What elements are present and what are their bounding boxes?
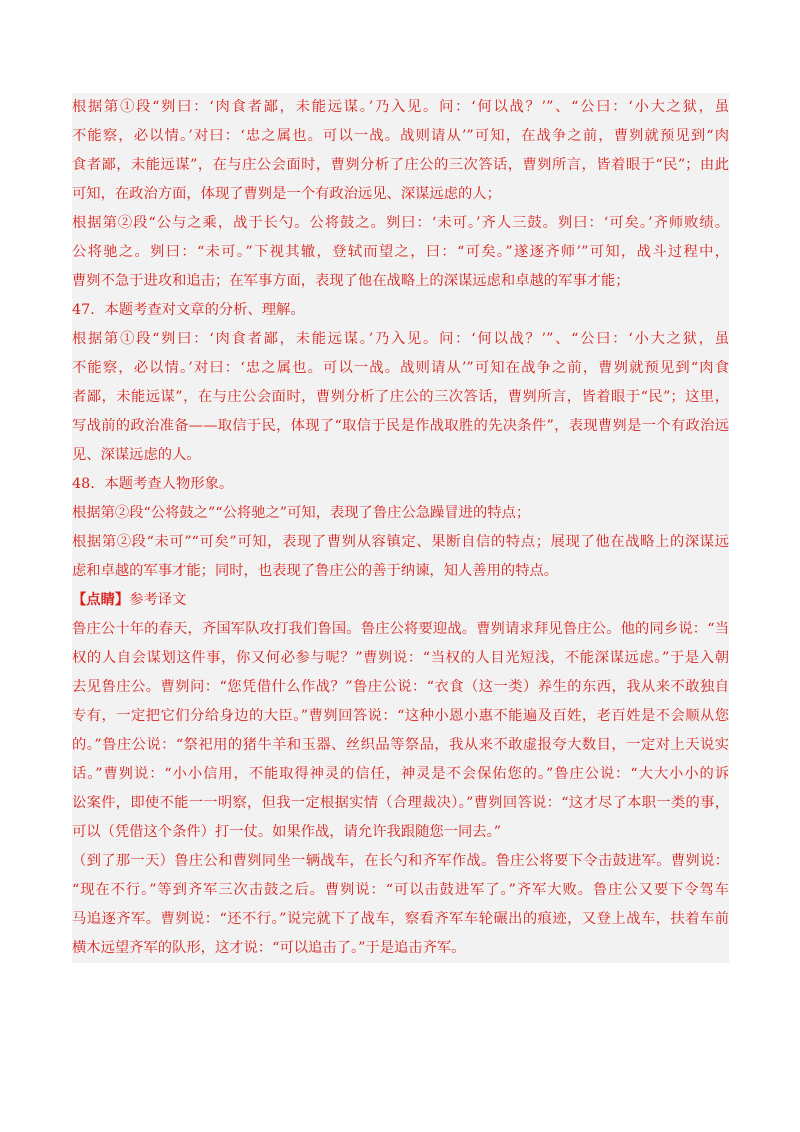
- line-text: 去见鲁庄公。曹刿问：“您凭借什么作战？”鲁庄公说：“衣食（这一类）养生的东西，我从来不敢独自: [72, 679, 729, 695]
- text-line: [72, 412, 729, 441]
- line-text: 根据第②段“公与之乘，战于长勺。公将鼓之。刿曰：‘未可。’齐人三鼓。刿曰：‘可矣。’齐师败绩。: [72, 215, 729, 231]
- text-line: [72, 905, 729, 934]
- line-text: 者鄙，未能远谋”，在与庄公会面时，曹刿分析了庄公的三次答话，曹刿所言，皆着眼于“民”；这里，: [72, 389, 729, 405]
- text-line: [72, 528, 729, 557]
- text-line: [72, 818, 729, 847]
- line-text: 48．本题考查人物形象。: [72, 476, 234, 492]
- line-text: 不能察，必以情。’对曰：‘忠之属也。可以一战。战则请从’”可知，在战争之前，曹刿就预见到“肉: [72, 128, 729, 144]
- text-line: [72, 760, 729, 789]
- text-line: [72, 934, 729, 963]
- line-text: 专有，一定把它们分给身边的大臣。”曹刿回答说：“这种小恩小惠不能遍及百姓，老百姓是不会顺从您: [72, 708, 729, 724]
- line-text: 可以（凭借这个条件）打一仗。如果作战，请允许我跟随您一同去。”: [72, 824, 502, 840]
- text-line: [72, 93, 729, 122]
- line-text: 讼案件，即使不能一一明察，但我一定根据实情（合理裁决）。”曹刿回答说：“这才尽了本职一类的事，: [72, 795, 729, 811]
- line-text: 可知，在政治方面，体现了曹刿是一个有政治远见、深谋远虑的人；: [72, 186, 501, 202]
- text-line: [72, 354, 729, 383]
- line-text: 马追逐齐军。曹刿说：“还不行。”说完就下了战车，察看齐军车轮碾出的痕迹，又登上战车，扶着车前: [72, 911, 729, 927]
- line-text: 曹刿不急于进攻和追击；在军事方面，表现了他在战略上的深谋远虑和卓越的军事才能；: [72, 273, 630, 289]
- line-text: 鲁庄公十年的春天，齐国军队攻打我们鲁国。鲁庄公将要迎战。曹刿请求拜见鲁庄公。他的同乡说：“当: [72, 621, 729, 637]
- line-text: 根据第①段“刿曰：‘肉食者鄙，未能远谋。’乃入见。问：‘何以战？’”、“公曰：‘小大之狱，虽: [72, 331, 729, 347]
- text-line: [72, 615, 729, 644]
- text-line: [72, 470, 729, 499]
- line-text: 横木远望齐军的队形，这才说：“可以追击了。”于是追击齐军。: [72, 940, 466, 956]
- text-line: [72, 847, 729, 876]
- text-line: [72, 731, 729, 760]
- line-text: 不能察，必以情。’对曰：‘忠之属也。可以一战。战则请从’”可知在战争之前，曹刿就预见到“肉食: [72, 360, 729, 376]
- section-tag: 【点睛】: [72, 592, 130, 608]
- text-line: [72, 180, 729, 209]
- line-text: “现在不行。”等到齐军三次击鼓之后。曹刿说：“可以击鼓进军了。”齐军大败。鲁庄公又要下令驾车: [72, 882, 729, 898]
- text-line: [72, 122, 729, 151]
- text-line: [72, 499, 729, 528]
- line-text: 公将驰之。刿曰：“未可。”下视其辙，登轼而望之，曰：“可矣。”遂逐齐师’”可知，战斗过程中，: [72, 244, 729, 260]
- line-text: （到了那一天）鲁庄公和曹刿同坐一辆战车，在长勺和齐军作战。鲁庄公将要下令击鼓进军。曹刿说：: [72, 853, 729, 869]
- line-text: 根据第②段“未可”“可矣”可知，表现了曹刿从容镇定、果断自信的特点；展现了他在战略上的深谋远: [72, 534, 729, 550]
- document-body: [72, 93, 729, 963]
- line-text: 权的人自会谋划这件事，你又何必参与呢？”曹刿说：“当权的人目光短浅，不能深谋远虑。”于是入朝: [72, 650, 729, 666]
- text-line: [72, 557, 729, 586]
- text-line: [72, 441, 729, 470]
- line-text: 见、深谋远虑的人。: [72, 447, 201, 463]
- text-line: [72, 644, 729, 673]
- text-line: [72, 267, 729, 296]
- text-line: [72, 209, 729, 238]
- line-text: 根据第②段“公将鼓之”“公将驰之”可知，表现了鲁庄公急躁冒进的特点；: [72, 505, 531, 521]
- text-line: [72, 151, 729, 180]
- text-line: [72, 586, 729, 615]
- line-text: 的。”鲁庄公说：“祭祀用的猪牛羊和玉器、丝织品等祭品，我从来不敢虚报夸大数目，一定对上天说实: [72, 737, 729, 753]
- text-line: [72, 876, 729, 905]
- text-line: [72, 673, 729, 702]
- text-line: [72, 789, 729, 818]
- text-line: [72, 238, 729, 267]
- line-text: 食者鄙，未能远谋”，在与庄公会面时，曹刿分析了庄公的三次答话，曹刿所言，皆着眼于“民”；由此: [72, 157, 729, 173]
- line-text: 47．本题考查对文章的分析、理解。: [72, 302, 305, 318]
- text-line: [72, 702, 729, 731]
- line-text: 虑和卓越的军事才能；同时，也表现了鲁庄公的善于纳谏，知人善用的特点。: [72, 563, 559, 579]
- text-line: [72, 383, 729, 412]
- text-line: [72, 325, 729, 354]
- text-line: [72, 296, 729, 325]
- line-text: 参考译文: [129, 592, 187, 608]
- line-text: 写战前的政治准备——取信于民，体现了“取信于民是作战取胜的先决条件”，表现曹刿是一个有政治远: [72, 418, 729, 434]
- line-text: 话。”曹刿说：“小小信用，不能取得神灵的信任，神灵是不会保佑您的。”鲁庄公说：“大大小小的诉: [72, 766, 729, 782]
- line-text: 根据第①段“刿曰：‘肉食者鄙，未能远谋。’乃入见。问：‘何以战？’”、“公曰：‘小大之狱，虽: [72, 99, 729, 115]
